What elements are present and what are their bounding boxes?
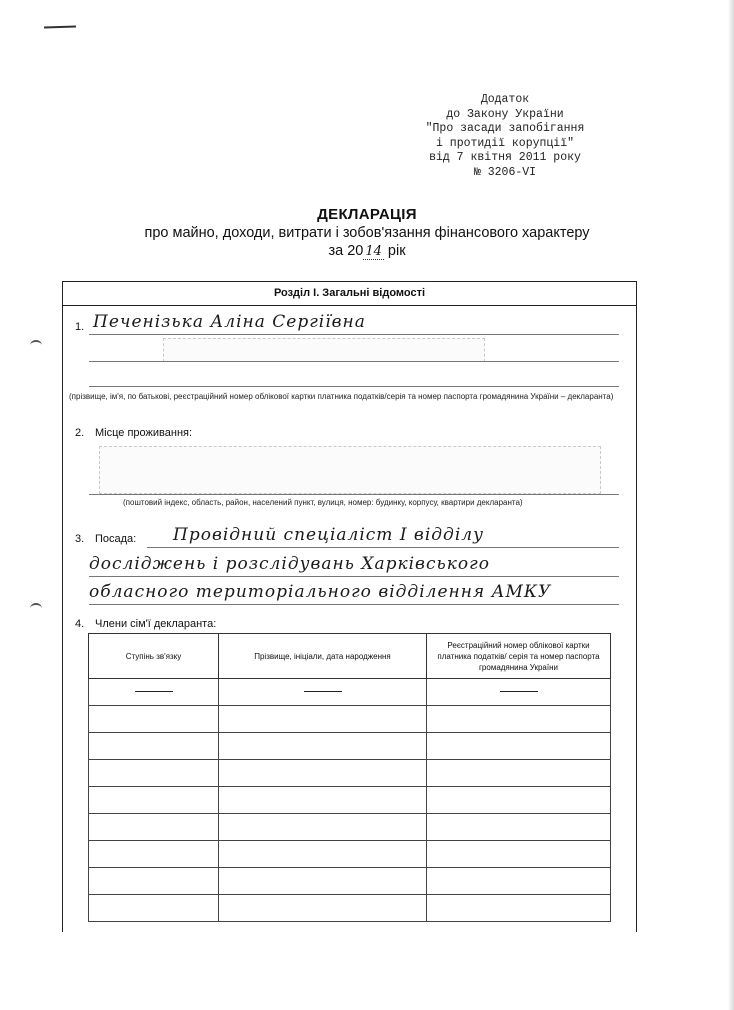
redacted-area: [163, 338, 485, 362]
table-cell: [219, 760, 427, 787]
year-suffix: рік: [387, 243, 406, 259]
item-1-line: [89, 386, 619, 387]
year-handwritten: 14: [365, 244, 382, 259]
punch-hole-mark: [30, 340, 42, 351]
column-header: Ступінь зв'язку: [89, 634, 219, 679]
punch-hole-mark: [30, 603, 42, 614]
table-cell: [427, 868, 611, 895]
declaration-year: [0, 243, 734, 259]
section-1-frame: [62, 281, 637, 932]
table-cell: [89, 814, 219, 841]
item-1-caption: (прізвище, ім'я, по батькові, реєстраційний номер облікової картки платника податків/серія та номер паспорта громадянина України – декларанта): [69, 392, 614, 401]
table-row: [89, 760, 611, 787]
table-row: [89, 733, 611, 760]
column-header: Прізвище, ініціали, дата народження: [219, 634, 427, 679]
table-cell: [89, 787, 219, 814]
table-row: [89, 706, 611, 733]
column-header: Реєстраційний номер облікової картки платника податків/ серія та номер паспорта громадянина України: [427, 634, 611, 679]
appendix-line: від 7 квітня 2011 року: [429, 151, 581, 164]
table-cell: [219, 868, 427, 895]
corner-pen-mark: [44, 25, 76, 28]
table-cell: [427, 814, 611, 841]
table-cell: [427, 733, 611, 760]
table-cell: [89, 760, 219, 787]
table-cell: [219, 814, 427, 841]
table-cell: [219, 733, 427, 760]
table-header-row: [89, 634, 611, 679]
table-row: [89, 841, 611, 868]
appendix-line: і протидії корупції": [435, 136, 575, 150]
table-cell: [427, 706, 611, 733]
item-3-line: [89, 604, 619, 605]
item-1-line: [89, 334, 619, 335]
table-cell: [89, 679, 219, 706]
empty-dash: [135, 691, 173, 692]
position-handwritten-line: обласного територіального відділення АМКУ: [89, 582, 552, 602]
table-cell: [219, 787, 427, 814]
table-row: [89, 787, 611, 814]
appendix-line: № 3206-VI: [473, 165, 537, 179]
page-edge: [728, 0, 734, 1010]
table-cell: [89, 841, 219, 868]
table-cell: [427, 895, 611, 922]
document-title: ДЕКЛАРАЦІЯ: [317, 206, 417, 223]
item-4-number: 4.: [75, 618, 85, 630]
document-subtitle: про майно, доходи, витрати і зобов'язання фінансового характеру: [144, 225, 590, 241]
table-row: [89, 814, 611, 841]
item-3-line: [89, 576, 619, 577]
position-handwritten-line: досліджень і розслідувань Харківського: [89, 554, 490, 574]
table-cell: [427, 760, 611, 787]
item-1-number: 1.: [75, 321, 85, 333]
table-row: [89, 868, 611, 895]
table-cell: [219, 895, 427, 922]
table-cell: [89, 733, 219, 760]
law-appendix-note: [405, 93, 605, 180]
item-2-caption: (поштовий індекс, область, район, населений пункт, вулиця, номер: будинку, корпусу, квартири декларанта): [123, 498, 523, 507]
year-prefix: за 20: [328, 243, 364, 259]
section-1-heading: Розділ І. Загальні відомості: [63, 282, 636, 306]
item-3-number: 3.: [75, 533, 85, 545]
family-members-label: Члени сім'ї декларанта:: [95, 618, 217, 630]
table-cell: [219, 679, 427, 706]
table-cell: [89, 706, 219, 733]
family-members-table: [88, 633, 611, 922]
table-cell: [89, 895, 219, 922]
table-cell: [427, 679, 611, 706]
item-2-line: [89, 494, 619, 495]
item-2-number: 2.: [75, 427, 85, 439]
table-row: [89, 895, 611, 922]
table-cell: [219, 841, 427, 868]
empty-dash: [500, 691, 538, 692]
appendix-line: "Про засади запобігання: [425, 122, 585, 135]
item-1-line: [89, 361, 619, 362]
table-cell: [219, 706, 427, 733]
residence-label: Місце проживання:: [95, 427, 193, 439]
table-row: [89, 679, 611, 706]
empty-dash: [304, 691, 342, 692]
position-handwritten-line: Провідний спеціаліст І відділу: [173, 525, 484, 545]
item-3-line: [147, 547, 619, 548]
redacted-area: [99, 446, 601, 494]
appendix-line: Додаток: [480, 93, 530, 106]
position-label: Посада:: [95, 533, 137, 545]
table-cell: [89, 868, 219, 895]
declarant-name-handwritten: Печенізька Аліна Сергіївна: [93, 312, 366, 332]
table-cell: [427, 841, 611, 868]
appendix-line: до Закону України: [446, 107, 564, 121]
table-cell: [427, 787, 611, 814]
